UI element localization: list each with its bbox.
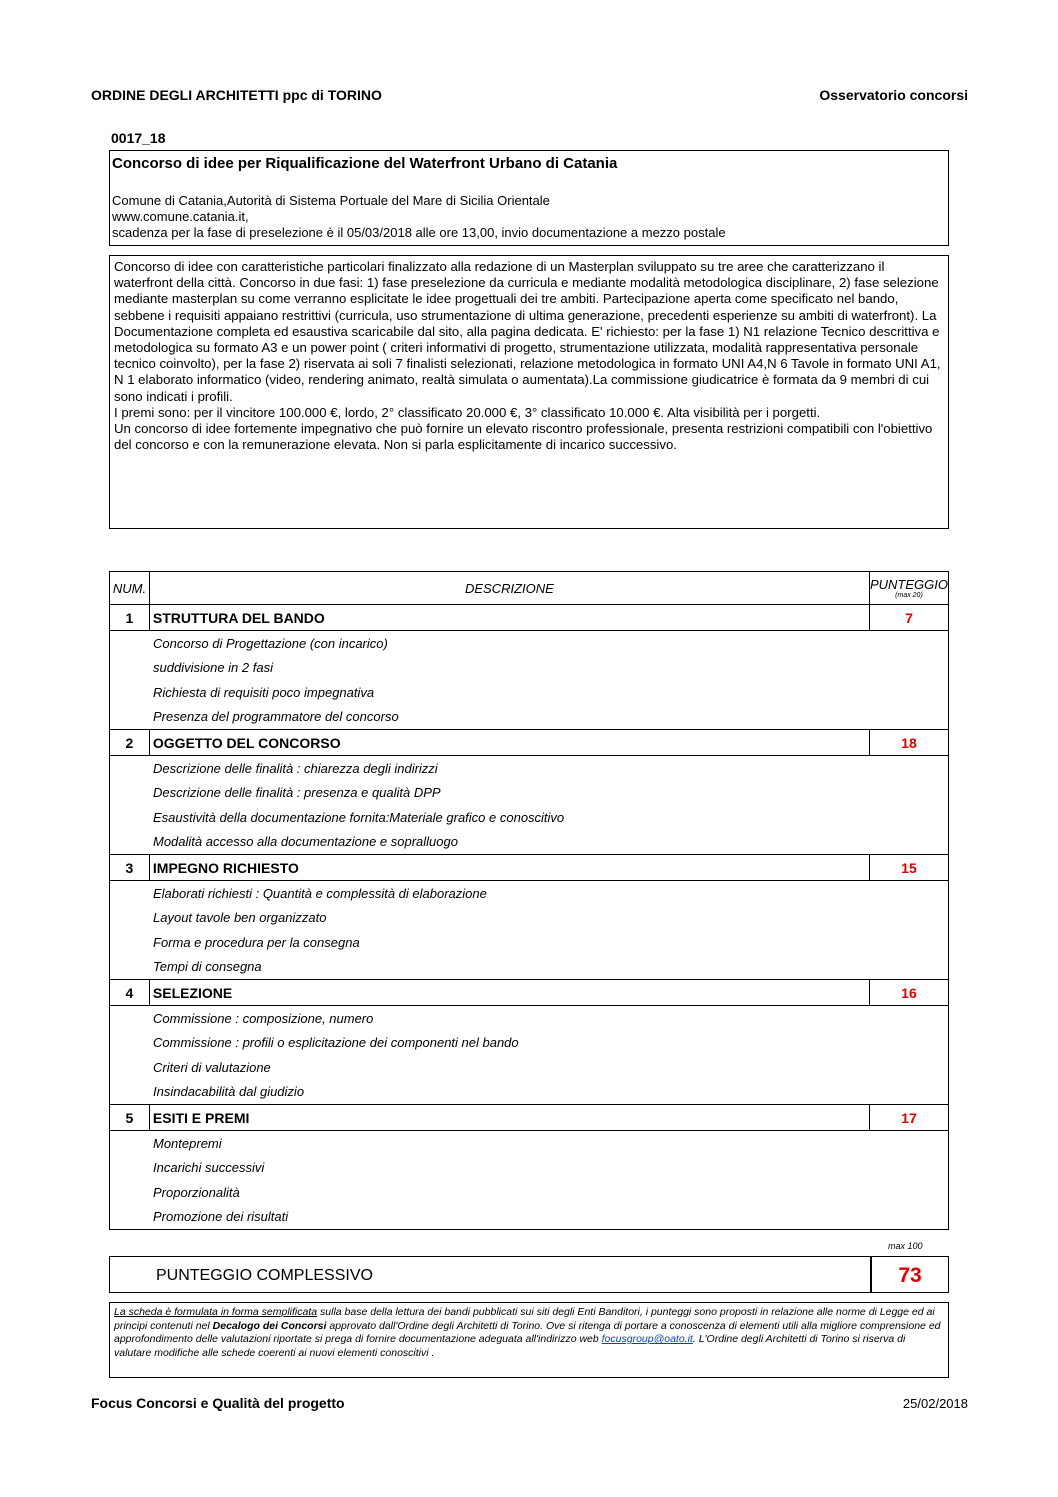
footer-date: 25/02/2018 [902,1396,968,1411]
total-label: PUNTEGGIO COMPLESSIVO [156,1267,373,1284]
criterion-label: Presenza del programmatore del concorso [110,705,949,730]
criterion-row [110,881,949,906]
note-decalogo: Decalogo dei Concorsi [212,1319,327,1332]
criterion-row [110,955,949,980]
criterion-label: Elaborati richiesti : Quantità e complessità di elaborazione [110,881,949,906]
header-right: Osservatorio concorsi [819,87,968,103]
section-number: 3 [110,855,150,881]
contest-title: Concorso di idee per Riqualificazione del Waterfront Urbano di Catania [112,155,618,172]
criterion-row [110,1131,949,1156]
criterion-row [110,631,949,656]
table-header-row [110,572,949,605]
criterion-label: Descrizione delle finalità : chiarezza degli indirizzi [110,756,949,781]
section-score: 15 [869,855,948,881]
section-title: IMPEGNO RICHIESTO [149,855,869,881]
criterion-row [110,756,949,781]
note-text-1: sulla base della lettura dei bandi pubblicati sui siti degli Enti Banditori, i punteggi sono proposti in relazione alle norme di Legge ed ai principi contenuti nel [114,1306,935,1332]
section-number: 5 [110,1105,150,1131]
section-number: 4 [110,980,150,1006]
criterion-row [110,656,949,681]
criterion-row [110,930,949,955]
description-paragraph: Concorso di idee con caratteristiche particolari finalizzato alla redazione di un Masterplan sviluppato su tre aree che caratterizzano il waterfront della città. Concorso in due fasi: 1) fase preselezione da curricula e mediante modalità metodologica disciplinare, 2) fase selezione mediante masterplan su come verranno esplicitate le idee progettuali dei tre ambiti. Partecipazione aperta come specificato nel bando, sebbene i requisiti appaiano restrittivi (curricula, uso strumentazione di ultima generazione, precedenti esperienze su ambiti di waterfront). La Documentazione completa ed esaustiva scaricabile dal sito, alla pagina dedicata. E' richiesto: per la fase 1) N1 relazione Tecnico descrittiva e metodologica su formato A3 e un power point ( criteri informativi di progetto, strumentazione utilizzata, modalità rappresentativa personale tecnico coinvolto), per la fase 2) riservata ai soli 7 finalisti selezionati, relazione metodologica in formato UNI A4,N 6 Tavole in formato UNI A1, N 1 elaborato informatico (video, rendering animato, realtà simulata o aumentata).La commissione giudicatrice è formata da 9 membri di cui sono indicati i profili. [114,259,941,404]
note-box [109,1302,949,1378]
criterion-row [110,1156,949,1181]
total-label-box [109,1256,871,1293]
contest-code: 0017_18 [111,130,166,146]
criterion-row [110,1080,949,1105]
header-left: ORDINE DEGLI ARCHITETTI ppc di TORINO [91,87,382,103]
contest-organizer: Comune di Catania,Autorità di Sistema Portuale del Mare di Sicilia Orientale [112,193,550,208]
criterion-label: Concorso di Progettazione (con incarico) [110,631,949,656]
criterion-label: Proporzionalità [110,1180,949,1205]
section-score: 18 [869,730,948,756]
description-prizes: I premi sono: per il vincitore 100.000 €, lordo, 2° classificato 20.000 €, 3° classificato 10.000 €. Alta visibilità per i porgetti. [114,404,821,420]
section-row [110,1105,949,1131]
criterion-label: Tempi di consegna [110,955,949,980]
criterion-label: suddivisione in 2 fasi [110,656,949,681]
max-total-label: max 100 [888,1241,923,1251]
criterion-label: Esaustività della documentazione fornita:Materiale grafico e conoscitivo [110,805,949,830]
criterion-label: Criteri di valutazione [110,1055,949,1080]
criterion-row [110,1006,949,1031]
col-desc-header: DESCRIZIONE [149,572,869,605]
section-score: 7 [869,605,948,631]
criterion-row [110,680,949,705]
contest-info-box [109,150,949,246]
sections-body [110,605,949,1230]
criterion-row [110,906,949,931]
criterion-label: Commissione : composizione, numero [110,1006,949,1031]
contest-deadline: scadenza per la fase di preselezione è il 05/03/2018 alle ore 13,00, invio documentazione a mezzo postale [112,225,726,240]
total-score-box [871,1256,949,1293]
section-row [110,730,949,756]
section-title: STRUTTURA DEL BANDO [149,605,869,631]
criterion-label: Commissione : profili o esplicitazione dei componenti nel bando [110,1031,949,1056]
criterion-label: Montepremi [110,1131,949,1156]
section-number: 2 [110,730,150,756]
section-title: OGGETTO DEL CONCORSO [149,730,869,756]
description-evaluation: Un concorso di idee fortemente impegnativo che può fornire un elevato riscontro professionale, presenta restrizioni compatibili con l'obiettivo del concorso e con la remunerazione elevata. Non si parla esplicitamente di incarico successivo. [114,421,933,453]
criterion-label: Richiesta di requisiti poco impegnativa [110,680,949,705]
section-number: 1 [110,605,150,631]
col-score-label: PUNTEGGIO [869,577,948,592]
note-email-link[interactable]: focusgroup@oato.it [601,1333,693,1345]
col-num-header: NUM. [110,572,150,605]
total-score: 73 [898,1264,922,1287]
section-row [110,605,949,631]
note-text-2: approvato dall'Ordine degli Architetti di Torino. Ove si ritenga di portare a conoscenza di elementi utili alla migliore comprensione ed approfondimento delle valutazioni riportate si prega di fornire documentazione adeguata all'indirizzo web [114,1319,941,1345]
col-score-max: (max 20) [895,592,923,599]
section-title: ESITI E PREMI [149,1105,869,1131]
note-text-3: . L'Ordine degli Architetti di Torino si riserva di valutare modifiche alle schede coerenti ai nuovi elementi conoscitivi . [114,1333,906,1359]
section-title: SELEZIONE [149,980,869,1006]
criterion-label: Insindacabilità dal giudizio [110,1080,949,1105]
criterion-row [110,705,949,730]
contest-website: www.comune.catania.it, [112,209,249,224]
section-score: 17 [869,1105,948,1131]
criterion-label: Forma e procedura per la consegna [110,930,949,955]
criterion-label: Layout tavole ben organizzato [110,906,949,931]
col-score-header [869,572,948,605]
criterion-row [110,805,949,830]
criterion-label: Promozione dei risultati [110,1205,949,1230]
section-row [110,855,949,881]
section-score: 16 [869,980,948,1006]
footer-left: Focus Concorsi e Qualità del progetto [91,1395,345,1411]
criterion-row [110,781,949,806]
criterion-row [110,1055,949,1080]
section-row [110,980,949,1006]
score-table [109,571,949,1230]
criterion-row [110,1205,949,1230]
criterion-row [110,1031,949,1056]
criterion-label: Modalità accesso alla documentazione e sopralluogo [110,830,949,855]
criterion-label: Descrizione delle finalità : presenza e qualità DPP [110,781,949,806]
criterion-row [110,1180,949,1205]
note-intro: La scheda è formulata in forma semplificata [114,1306,318,1318]
criterion-row [110,830,949,855]
criterion-label: Incarichi successivi [110,1156,949,1181]
description-box [109,255,949,529]
